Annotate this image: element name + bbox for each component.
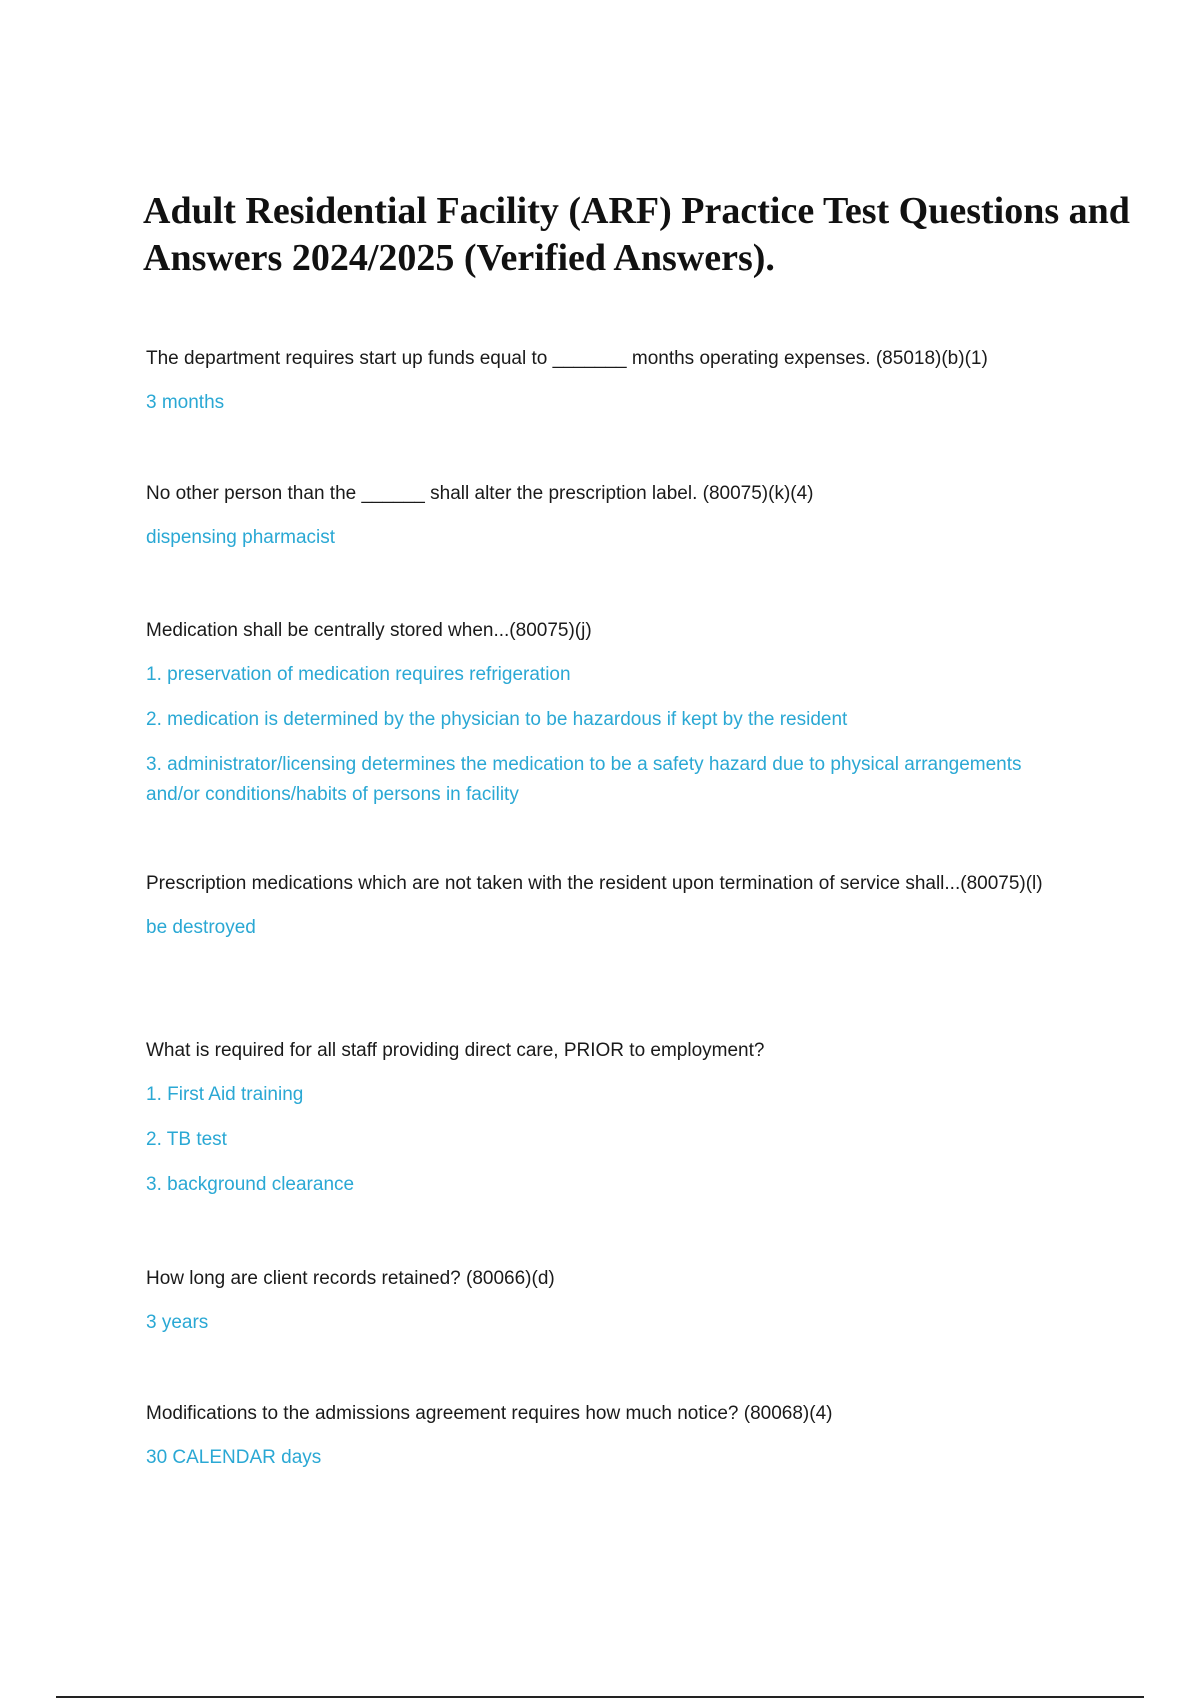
question-text: What is required for all staff providing direct care, PRIOR to employment? [146, 1040, 765, 1061]
qa-item-7 [146, 1399, 1046, 1473]
answer-text: 2. medication is determined by the physician to be hazardous if kept by the resident [146, 709, 848, 730]
question-text: The department requires start up funds equal to _______ months operating expenses. (85018)(b)(1) [146, 348, 988, 369]
qa-item-2 [146, 479, 1046, 553]
answer-text: 2. TB test [146, 1129, 227, 1150]
document-title: Adult Residential Facility (ARF) Practice Test Questions and Answers 2024/2025 (Verified Answers). [143, 190, 1130, 279]
question-text: Prescription medications which are not taken with the resident upon termination of service shall...(80075)(l) [146, 873, 1043, 894]
qa-item-1 [146, 344, 1046, 418]
question-text: Modifications to the admissions agreement requires how much notice? (80068)(4) [146, 1403, 833, 1424]
qa-item-6 [146, 1264, 1046, 1338]
answer-text: 1. First Aid training [146, 1084, 304, 1105]
answer-text: 3. administrator/licensing determines the medication to be a safety hazard due to physical arrangements and/or conditions/habits of persons in facility [146, 754, 1022, 805]
answer-text: 3 months [146, 392, 225, 413]
question-text: No other person than the ______ shall alter the prescription label. (80075)(k)(4) [146, 483, 814, 504]
qa-item-4 [146, 869, 1046, 943]
answer-text: 1. preservation of medication requires refrigeration [146, 664, 571, 685]
qa-item-3 [146, 616, 1046, 810]
qa-item-5 [146, 1036, 1046, 1200]
question-text: Medication shall be centrally stored when...(80075)(j) [146, 620, 592, 641]
answer-text: 3. background clearance [146, 1174, 355, 1195]
footer-divider [56, 1696, 1144, 1698]
answer-text: be destroyed [146, 917, 256, 938]
question-text: How long are client records retained? (80066)(d) [146, 1268, 555, 1289]
answer-text: 3 years [146, 1312, 209, 1333]
answer-text: dispensing pharmacist [146, 527, 336, 548]
answer-text: 30 CALENDAR days [146, 1447, 322, 1468]
